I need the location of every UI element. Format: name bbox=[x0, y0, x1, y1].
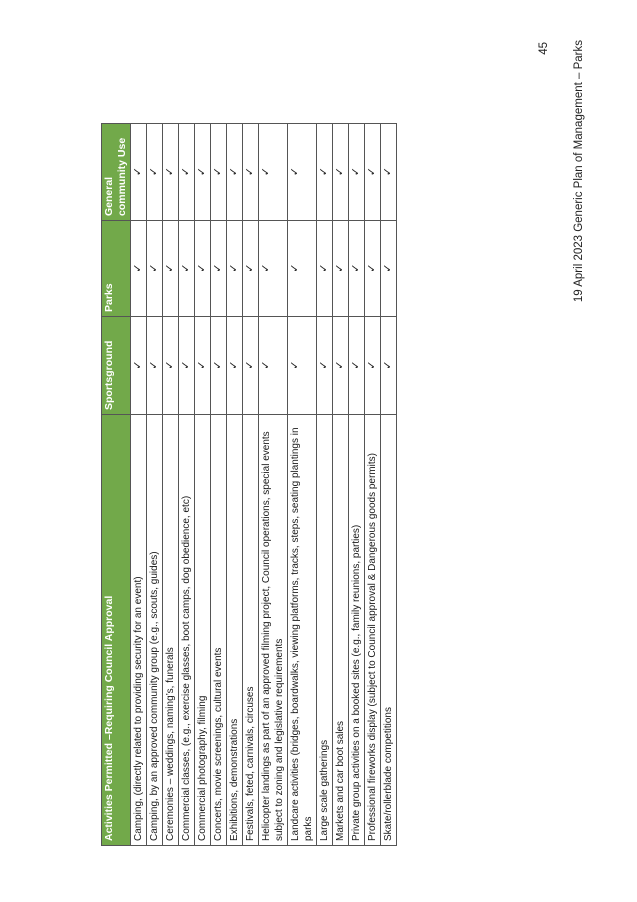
parks-check-cell: ✓ bbox=[317, 221, 333, 317]
table-row bbox=[195, 124, 211, 846]
parks-check-cell: ✓ bbox=[333, 221, 349, 317]
sportsground-check-cell: ✓ bbox=[349, 317, 365, 415]
parks-check-cell: ✓ bbox=[349, 221, 365, 317]
sportsground-check-cell: ✓ bbox=[227, 317, 243, 415]
table-row bbox=[317, 124, 333, 846]
activity-cell: Professional fireworks display (subject to Council approval & Dangerous goods permits) bbox=[365, 415, 381, 846]
activity-cell: Private group activities on a booked sites (e.g., family reunions, parties) bbox=[349, 415, 365, 846]
page-number: 45 bbox=[538, 42, 550, 55]
table-row bbox=[243, 124, 259, 846]
general-use-check-cell: ✓ bbox=[381, 124, 397, 221]
activity-cell: Exhibitions, demonstrations bbox=[227, 415, 243, 846]
general-use-check-cell: ✓ bbox=[163, 124, 179, 221]
sportsground-check-cell: ✓ bbox=[288, 317, 317, 415]
parks-check-cell: ✓ bbox=[163, 221, 179, 317]
sportsground-check-cell: ✓ bbox=[179, 317, 195, 415]
general-use-check-cell: ✓ bbox=[195, 124, 211, 221]
parks-check-cell: ✓ bbox=[288, 221, 317, 317]
parks-check-cell: ✓ bbox=[365, 221, 381, 317]
activity-cell: Festivals, feted, carnivals, circuses bbox=[243, 415, 259, 846]
general-use-check-cell: ✓ bbox=[259, 124, 288, 221]
parks-check-cell: ✓ bbox=[147, 221, 163, 317]
table-row bbox=[259, 124, 288, 846]
general-use-check-cell: ✓ bbox=[333, 124, 349, 221]
page-footer bbox=[512, 40, 602, 640]
table-row bbox=[179, 124, 195, 846]
rotated-table-container bbox=[101, 124, 503, 846]
sportsground-check-cell: ✓ bbox=[317, 317, 333, 415]
general-use-check-cell: ✓ bbox=[365, 124, 381, 221]
sportsground-check-cell: ✓ bbox=[163, 317, 179, 415]
activity-cell: Landcare activities (bridges, boardwalks, viewing platforms, tracks, steps, seating plantings in parks bbox=[288, 415, 317, 846]
activity-cell: Concerts, movie screenings, cultural events bbox=[211, 415, 227, 846]
parks-check-cell: ✓ bbox=[259, 221, 288, 317]
table-row bbox=[381, 124, 397, 846]
general-use-check-cell: ✓ bbox=[131, 124, 147, 221]
activity-cell: Skate/rollerblade competitions bbox=[381, 415, 397, 846]
general-use-check-cell: ✓ bbox=[243, 124, 259, 221]
header-sportsground: Sportsground bbox=[102, 317, 131, 415]
header-activities: Activities Permitted –Requiring Council Approval bbox=[102, 415, 131, 846]
parks-check-cell: ✓ bbox=[195, 221, 211, 317]
table-row bbox=[147, 124, 163, 846]
parks-check-cell: ✓ bbox=[381, 221, 397, 317]
sportsground-check-cell: ✓ bbox=[147, 317, 163, 415]
parks-check-cell: ✓ bbox=[179, 221, 195, 317]
activity-cell: Camping, by an approved community group (e.g., scouts, guides) bbox=[147, 415, 163, 846]
header-general-community-use: General community Use bbox=[102, 124, 131, 221]
activity-cell: Commercial photography, filming bbox=[195, 415, 211, 846]
parks-check-cell: ✓ bbox=[243, 221, 259, 317]
activities-table bbox=[101, 123, 397, 846]
activity-cell: Large scale gatherings bbox=[317, 415, 333, 846]
sportsground-check-cell: ✓ bbox=[259, 317, 288, 415]
table-row bbox=[163, 124, 179, 846]
general-use-check-cell: ✓ bbox=[147, 124, 163, 221]
activity-cell: Commercial classes, (e.g., exercise glasses, boot camps, dog obedience, etc) bbox=[179, 415, 195, 846]
sportsground-check-cell: ✓ bbox=[195, 317, 211, 415]
sportsground-check-cell: ✓ bbox=[211, 317, 227, 415]
parks-check-cell: ✓ bbox=[227, 221, 243, 317]
table-header-row bbox=[102, 124, 131, 846]
header-parks: Parks bbox=[102, 221, 131, 317]
sportsground-check-cell: ✓ bbox=[243, 317, 259, 415]
rotated-page-content bbox=[101, 124, 503, 846]
parks-check-cell: ✓ bbox=[131, 221, 147, 317]
general-use-check-cell: ✓ bbox=[211, 124, 227, 221]
table-row bbox=[288, 124, 317, 846]
table-row bbox=[333, 124, 349, 846]
sportsground-check-cell: ✓ bbox=[131, 317, 147, 415]
sportsground-check-cell: ✓ bbox=[381, 317, 397, 415]
general-use-check-cell: ✓ bbox=[288, 124, 317, 221]
rotated-footer-container bbox=[512, 40, 602, 640]
activity-cell: Markets and car boot sales bbox=[333, 415, 349, 846]
table-row bbox=[227, 124, 243, 846]
general-use-check-cell: ✓ bbox=[179, 124, 195, 221]
activity-cell: Helicopter landings as part of an approved filming project, Council operations, special events subject to zoning and legislative requirements bbox=[259, 415, 288, 846]
general-use-check-cell: ✓ bbox=[317, 124, 333, 221]
activity-cell: Ceremonies – weddings, naming’s, funerals bbox=[163, 415, 179, 846]
table-row bbox=[131, 124, 147, 846]
sportsground-check-cell: ✓ bbox=[365, 317, 381, 415]
general-use-check-cell: ✓ bbox=[349, 124, 365, 221]
table-row bbox=[349, 124, 365, 846]
document-date-title: 19 April 2023 Generic Plan of Management – Parks bbox=[573, 40, 585, 303]
activity-cell: Camping, (directly related to providing security for an event) bbox=[131, 415, 147, 846]
general-use-check-cell: ✓ bbox=[227, 124, 243, 221]
sportsground-check-cell: ✓ bbox=[333, 317, 349, 415]
table-row bbox=[365, 124, 381, 846]
table-row bbox=[211, 124, 227, 846]
parks-check-cell: ✓ bbox=[211, 221, 227, 317]
